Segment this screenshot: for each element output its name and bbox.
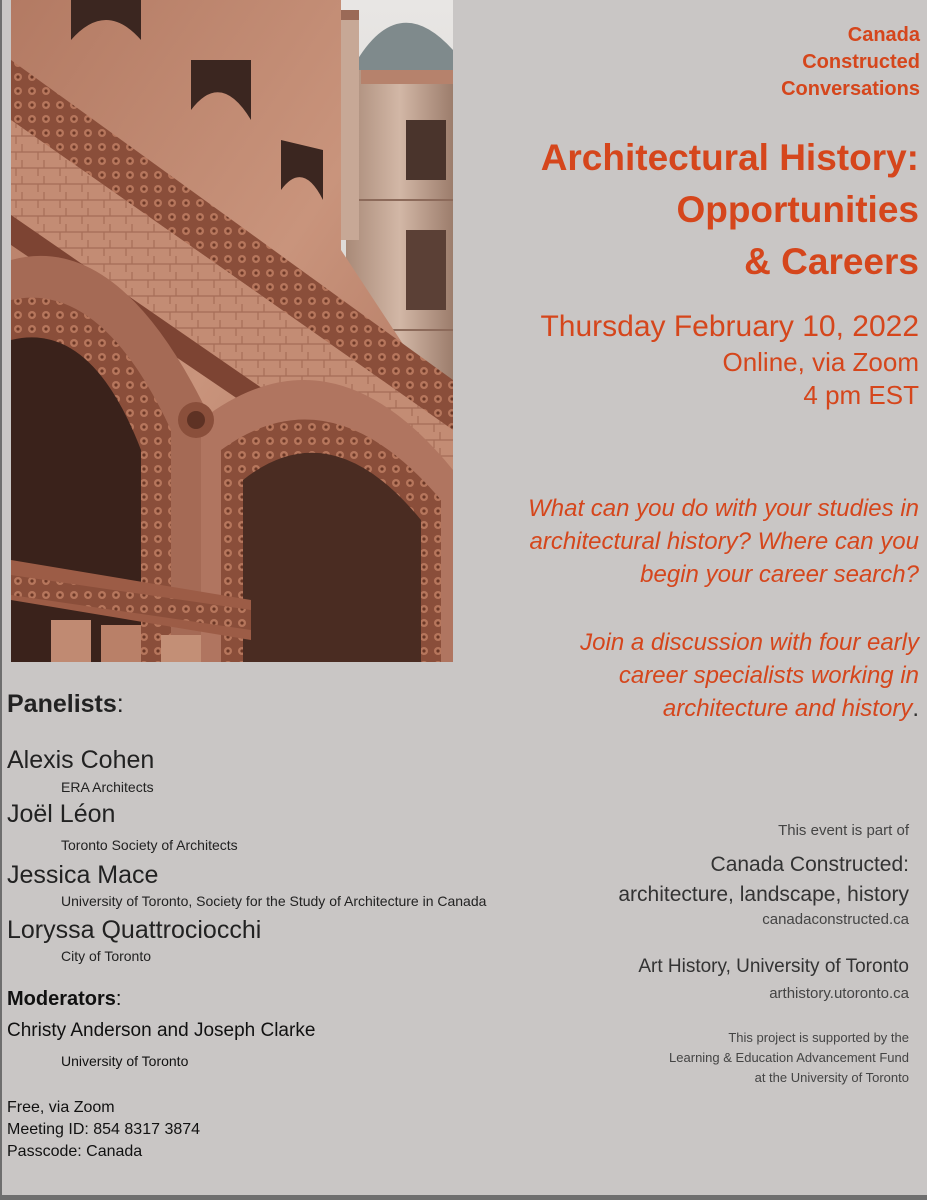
join-line: Join a discussion with four early	[580, 629, 919, 656]
event-date: Thursday February 10, 2022	[540, 310, 919, 343]
join-line-text: architecture and history	[662, 695, 913, 722]
join-line	[449, 692, 919, 725]
meeting-id: Meeting ID: 854 8317 3874	[7, 1121, 201, 1138]
panelist-name: Joël Léon	[7, 800, 116, 828]
series-line: Conversations	[781, 78, 920, 100]
join-line: career specialists working in	[618, 662, 919, 689]
questions-line: What can you do with your studies in	[528, 495, 919, 522]
page-border-left	[0, 0, 2, 1200]
access-line: Free, via Zoom	[7, 1099, 115, 1116]
passcode: Passcode: Canada	[7, 1143, 143, 1160]
panelist-affiliation: ERA Architects	[61, 779, 154, 795]
moderator-names: Christy Anderson and Joseph Clarke	[7, 1020, 316, 1041]
cc-title-line: Canada Constructed:	[710, 853, 909, 876]
title-line: Opportunities	[676, 189, 919, 230]
join-period: .	[912, 695, 919, 722]
access-info	[7, 1097, 200, 1163]
support-line: at the University of Toronto	[754, 1070, 909, 1085]
part-of-label: This event is part of	[778, 822, 909, 839]
panelist-affiliation: City of Toronto	[61, 948, 152, 964]
series-line: Canada	[847, 24, 920, 46]
moderator-affiliation: University of Toronto	[61, 1053, 189, 1069]
panelist-name: Alexis Cohen	[7, 746, 155, 774]
questions-line: architectural history? Where can you	[529, 528, 919, 555]
event-time: 4 pm EST	[803, 380, 919, 410]
series-label	[660, 22, 920, 103]
cc-title-line: architecture, landscape, history	[618, 883, 909, 906]
support-note	[669, 1028, 909, 1088]
series-line: Constructed	[802, 51, 920, 73]
panelist-name: Loryssa Quattrociocchi	[7, 916, 262, 944]
questions-text	[449, 492, 919, 591]
canada-constructed-url[interactable]: canadaconstructed.ca	[762, 911, 909, 928]
moderators-heading: Moderators:	[7, 988, 122, 1010]
art-history-title: Art History, University of Toronto	[638, 956, 909, 977]
support-line: This project is supported by the	[728, 1030, 909, 1045]
title-line: Architectural History:	[540, 137, 919, 178]
panelists-heading-text: Panelists	[7, 690, 117, 718]
building-photo	[11, 0, 453, 662]
art-history-url[interactable]: arthistory.utoronto.ca	[769, 985, 909, 1002]
panelist-affiliation: University of Toronto, Society for the Study of Architecture in Canada	[61, 893, 487, 909]
event-venue: Online, via Zoom	[722, 347, 919, 377]
page-border-bottom	[0, 1195, 927, 1200]
panelist-affiliation: Toronto Society of Architects	[61, 837, 238, 853]
panelist-name: Jessica Mace	[7, 861, 159, 889]
support-line: Learning & Education Advancement Fund	[669, 1050, 909, 1065]
canada-constructed-title	[618, 850, 909, 910]
questions-line: begin your career search?	[640, 561, 919, 588]
event-title	[459, 132, 919, 288]
join-text	[449, 626, 919, 725]
moderators-heading-text: Moderators	[7, 988, 116, 1010]
event-details	[459, 308, 919, 412]
panelists-heading: Panelists:	[7, 690, 124, 718]
title-line: & Careers	[744, 241, 919, 282]
